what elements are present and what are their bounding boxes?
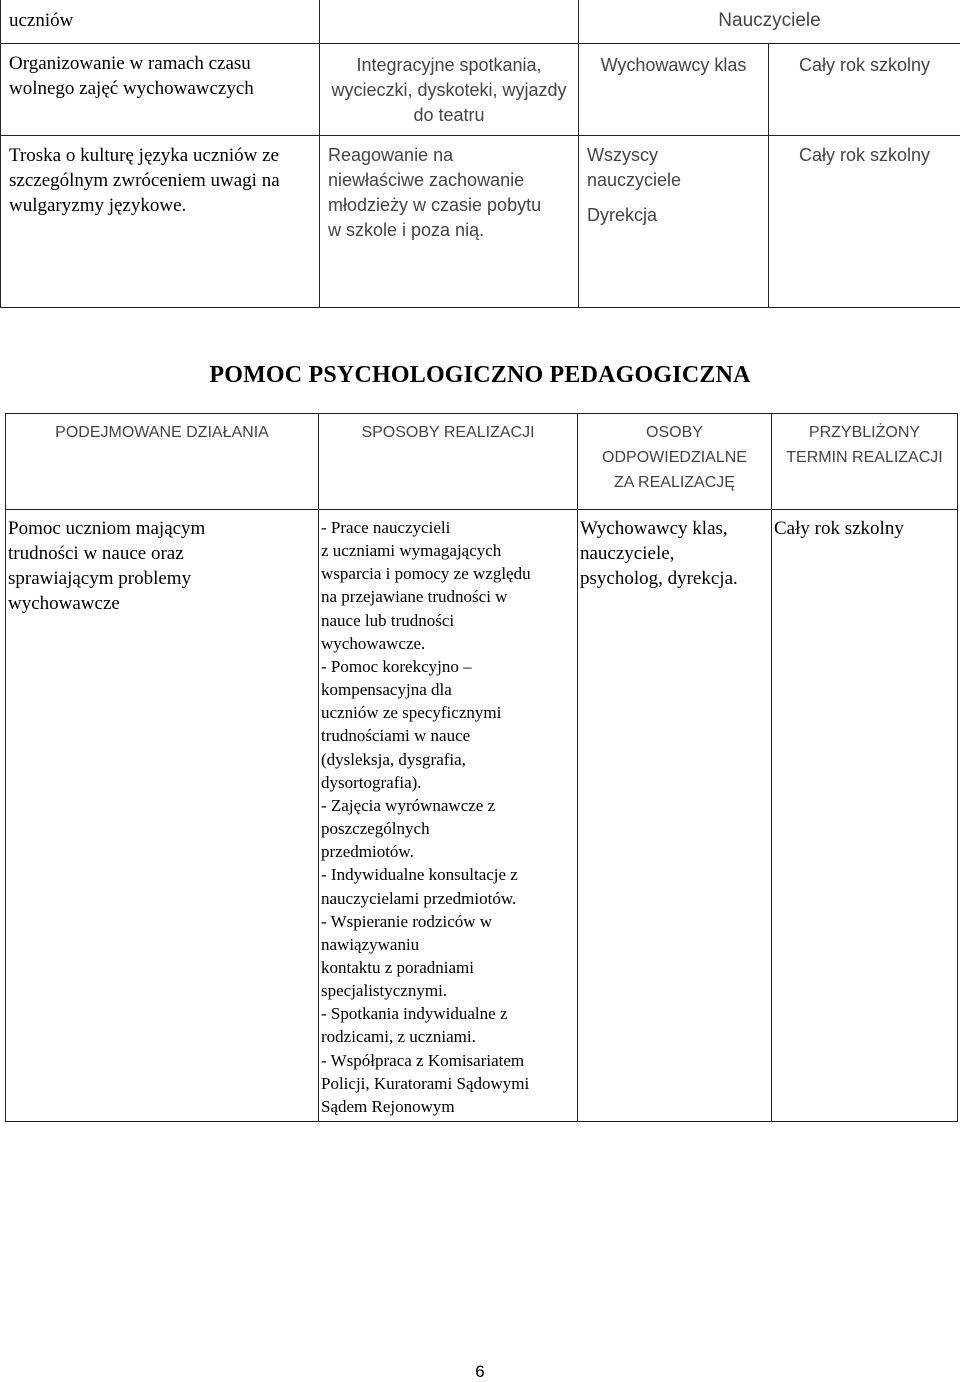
- table-row: [1, 0, 960, 43]
- table-cell: [579, 43, 769, 135]
- table-cell: [579, 135, 769, 307]
- method-line: z uczniami wymagających: [321, 539, 575, 562]
- table-cell: [319, 510, 578, 1122]
- column-header: [772, 414, 958, 510]
- table-row: [1, 135, 960, 307]
- method-line: - Spotkania indywidualne z: [321, 1002, 575, 1025]
- method-line: przedmiotów.: [321, 840, 575, 863]
- table-cell: [320, 135, 579, 307]
- term-text: Cały rok szkolny: [769, 44, 960, 78]
- responsible-text: Wszyscy nauczyciele: [579, 136, 725, 193]
- method-line: - Pomoc korekcyjno –: [321, 655, 575, 678]
- column-header: [578, 414, 772, 510]
- method-text: Integracyjne spotkania, wycieczki, dyskoteki, wyjazdy do teatru: [320, 44, 578, 128]
- method-line: - Współpraca z Komisariatem: [321, 1049, 575, 1072]
- activity-text: Organizowanie w ramach czasu wolnego zajęć wychowawczych: [1, 44, 319, 101]
- method-line: uczniów ze specyficznymi: [321, 701, 575, 724]
- header-text: OSOBY ODPOWIEDZIALNE ZA REALIZACJĘ: [578, 414, 771, 495]
- page-number: 6: [0, 1362, 960, 1382]
- activity-text: Troska o kulturę języka uczniów ze szczególnym zwróceniem uwagi na wulgaryzmy językowe.: [1, 136, 319, 218]
- method-line: poszczególnych: [321, 817, 575, 840]
- method-line: kompensacyjna dla: [321, 678, 575, 701]
- method-text: Reagowanie na niewłaściwe zachowanie młodzieży w czasie pobytu w szkole i poza nią.: [320, 136, 578, 243]
- method-line: trudnościami w nauce: [321, 724, 575, 747]
- method-line: dysortografia).: [321, 771, 575, 794]
- header-text: PODEJMOWANE DZIAŁANIA: [6, 414, 318, 445]
- table-row: [1, 43, 960, 135]
- continuation-table: [0, 0, 960, 308]
- support-table: [5, 413, 958, 1122]
- method-line: - Wspieranie rodziców w: [321, 910, 575, 933]
- method-line: specjalistycznymi.: [321, 979, 575, 1002]
- method-line: nawiązywaniu: [321, 933, 575, 956]
- method-line: rodzicami, z uczniami.: [321, 1025, 575, 1048]
- method-line: - Indywidualne konsultacje z: [321, 863, 575, 886]
- section-title: POMOC PSYCHOLOGICZNO PEDAGOGICZNA: [0, 362, 960, 389]
- term-text: Cały rok szkolny: [769, 136, 960, 168]
- method-line: na przejawiane trudności w: [321, 585, 575, 608]
- responsible-text: Wychowawcy klas, nauczyciele, psycholog, dyrekcja.: [578, 510, 771, 591]
- activity-text: Pomoc uczniom mającym trudności w nauce oraz sprawiającym problemy wychowawcze: [6, 510, 318, 616]
- header-text: PRZYBLIŻONY TERMIN REALIZACJI: [772, 414, 957, 470]
- method-line: wsparcia i pomocy ze względu: [321, 562, 575, 585]
- method-line: Sądem Rejonowym: [321, 1095, 575, 1118]
- table-cell: [769, 135, 960, 307]
- table-row: [6, 510, 958, 1122]
- table-cell: [320, 43, 579, 135]
- cell-text: uczniów: [1, 0, 319, 33]
- table-cell: [579, 0, 960, 43]
- method-line: nauczycielami przedmiotów.: [321, 887, 575, 910]
- table-cell: [772, 510, 958, 1122]
- header-text: SPOSOBY REALIZACJI: [319, 414, 577, 445]
- method-line: - Zajęcia wyrównawcze z: [321, 794, 575, 817]
- method-line: Policji, Kuratorami Sądowymi: [321, 1072, 575, 1095]
- methods-list: [319, 510, 577, 1118]
- table-cell: [6, 510, 319, 1122]
- table-cell: [1, 0, 320, 43]
- method-line: nauce lub trudności: [321, 609, 575, 632]
- table-cell: [1, 135, 320, 307]
- table-cell: [320, 0, 579, 43]
- responsible-text: Dyrekcja: [579, 193, 768, 228]
- term-text: Cały rok szkolny: [772, 510, 957, 541]
- column-header: [6, 414, 319, 510]
- table-cell: [578, 510, 772, 1122]
- responsible-text: Wychowawcy klas: [579, 44, 768, 78]
- method-line: - Prace nauczycieli: [321, 516, 575, 539]
- method-line: kontaktu z poradniami: [321, 956, 575, 979]
- table-cell: [1, 43, 320, 135]
- table-cell: [769, 43, 960, 135]
- method-line: wychowawcze.: [321, 632, 575, 655]
- table-header-row: [6, 414, 958, 510]
- cell-text: Nauczyciele: [579, 0, 960, 33]
- method-line: (dysleksja, dysgrafia,: [321, 748, 575, 771]
- column-header: [319, 414, 578, 510]
